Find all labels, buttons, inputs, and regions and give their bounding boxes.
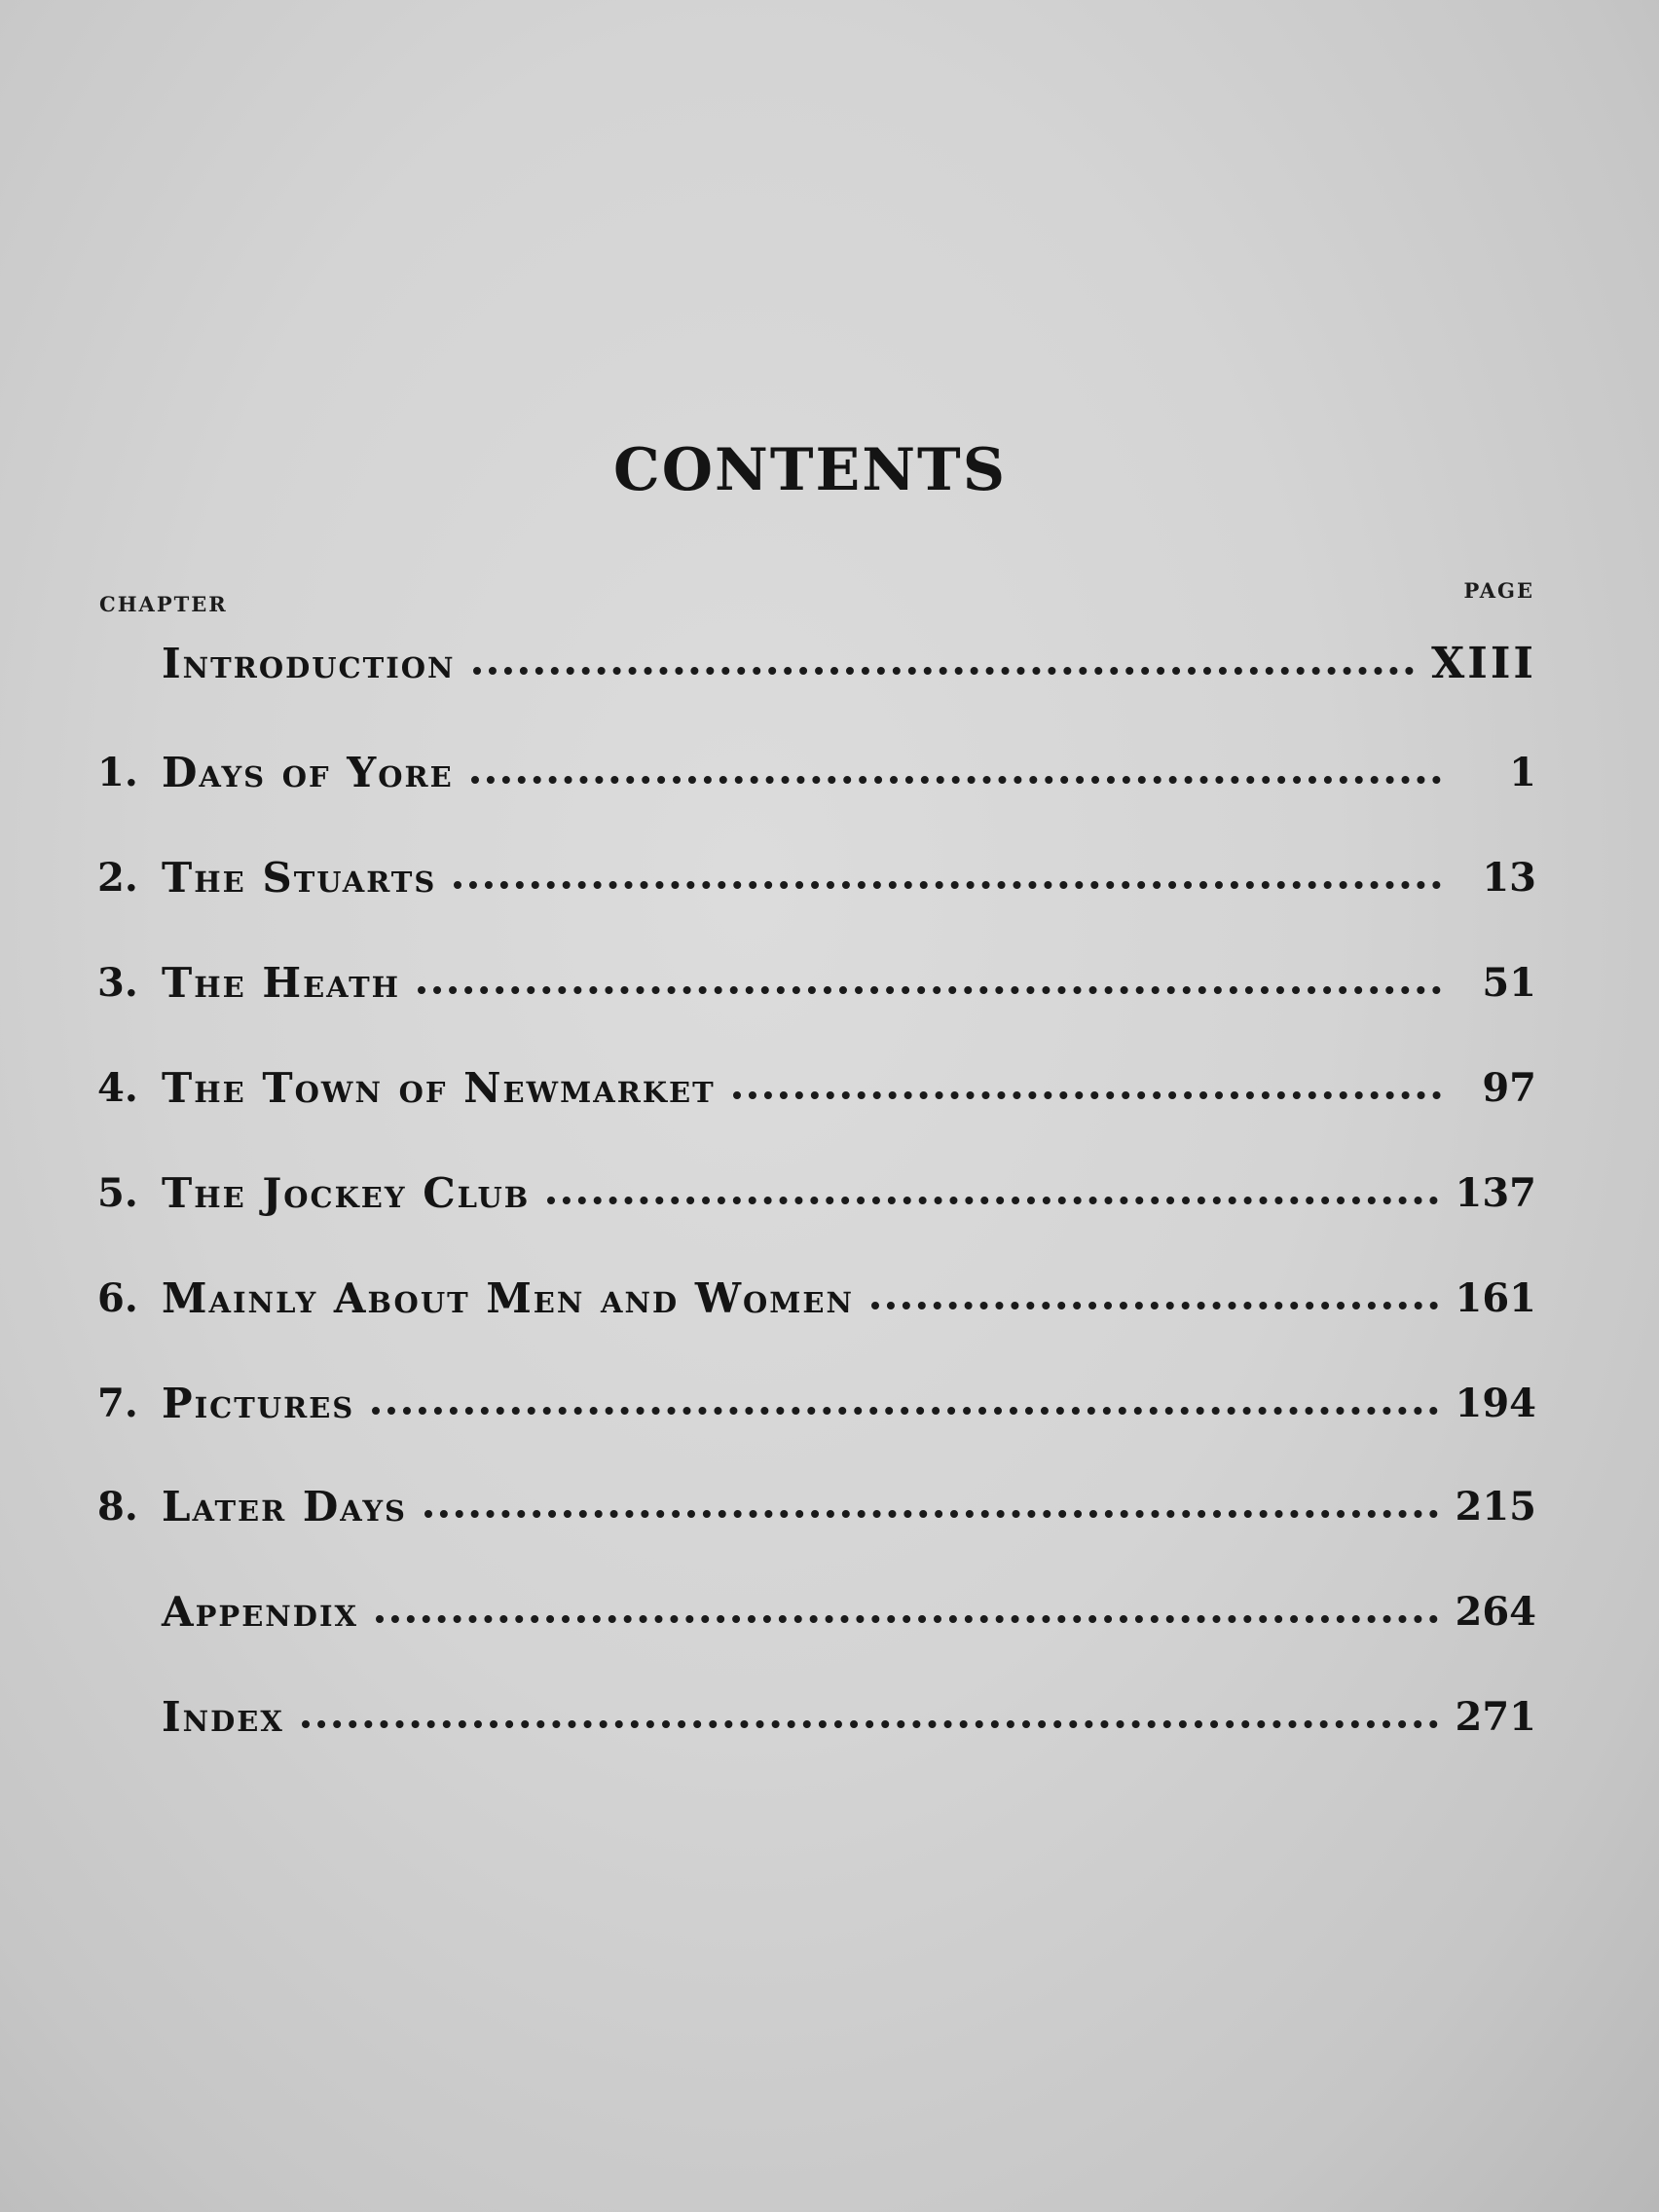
chapter-title: Introduction (162, 639, 456, 687)
toc-entry-index (97, 1682, 1536, 1751)
chapter-title: Mainly About Men and Women (162, 1273, 854, 1322)
toc-entry-days-of-yore (97, 738, 1536, 806)
chapter-title: Appendix (162, 1587, 359, 1636)
chapter-title: Index (162, 1692, 284, 1741)
toc-entry-the-jockey-club (97, 1159, 1536, 1227)
chapter-title: The Heath (162, 958, 401, 1007)
page-number: 1 (1509, 749, 1536, 795)
chapter-column-label: CHAPTER (99, 592, 228, 616)
page-number: 13 (1482, 854, 1536, 901)
chapter-title: The Jockey Club (162, 1168, 531, 1217)
dot-leader (471, 776, 1441, 784)
chapter-number: 5. (97, 1169, 138, 1216)
page-number: 137 (1455, 1169, 1536, 1216)
page-number: 194 (1455, 1380, 1536, 1426)
page-column-label: PAGE (1463, 578, 1534, 603)
chapter-title: Pictures (162, 1379, 355, 1427)
dot-leader (547, 1197, 1437, 1204)
chapter-number: 7. (97, 1380, 138, 1426)
dot-leader (871, 1302, 1438, 1309)
dot-leader (454, 881, 1441, 889)
toc-entry-pictures (97, 1369, 1536, 1437)
chapter-title: The Stuarts (162, 853, 437, 902)
chapter-number: 8. (97, 1483, 138, 1530)
toc-entry-introduction (97, 629, 1536, 697)
toc-entry-mainly-about-men-and-women (97, 1264, 1536, 1332)
dot-leader (376, 1615, 1437, 1623)
toc-entry-appendix (97, 1577, 1536, 1645)
page-number: 271 (1455, 1693, 1536, 1740)
chapter-title: Later Days (162, 1482, 407, 1530)
toc-entry-the-town-of-newmarket (97, 1053, 1536, 1122)
page-number: XIII (1431, 638, 1536, 688)
toc-entry-later-days (97, 1472, 1536, 1540)
dot-leader (372, 1407, 1437, 1415)
chapter-number: 1. (97, 749, 138, 795)
dot-leader (302, 1720, 1438, 1728)
page-number: 215 (1455, 1483, 1536, 1530)
toc-entry-the-heath (97, 948, 1536, 1016)
chapter-number: 4. (97, 1064, 138, 1111)
chapter-number: 3. (97, 959, 138, 1006)
toc-entry-the-stuarts (97, 843, 1536, 911)
chapter-number: 2. (97, 854, 138, 901)
chapter-number: 6. (97, 1274, 138, 1321)
dot-leader (418, 986, 1441, 994)
dot-leader (473, 667, 1415, 675)
page-number: 161 (1455, 1274, 1536, 1321)
page-number: 264 (1455, 1588, 1536, 1635)
chapter-title: The Town of Newmarket (162, 1063, 716, 1112)
page-number: 51 (1482, 959, 1536, 1006)
page-title: CONTENTS (612, 436, 1008, 504)
page-number: 97 (1482, 1064, 1536, 1111)
dot-leader (733, 1091, 1441, 1099)
dot-leader (424, 1510, 1438, 1518)
chapter-title: Days of Yore (162, 748, 454, 796)
